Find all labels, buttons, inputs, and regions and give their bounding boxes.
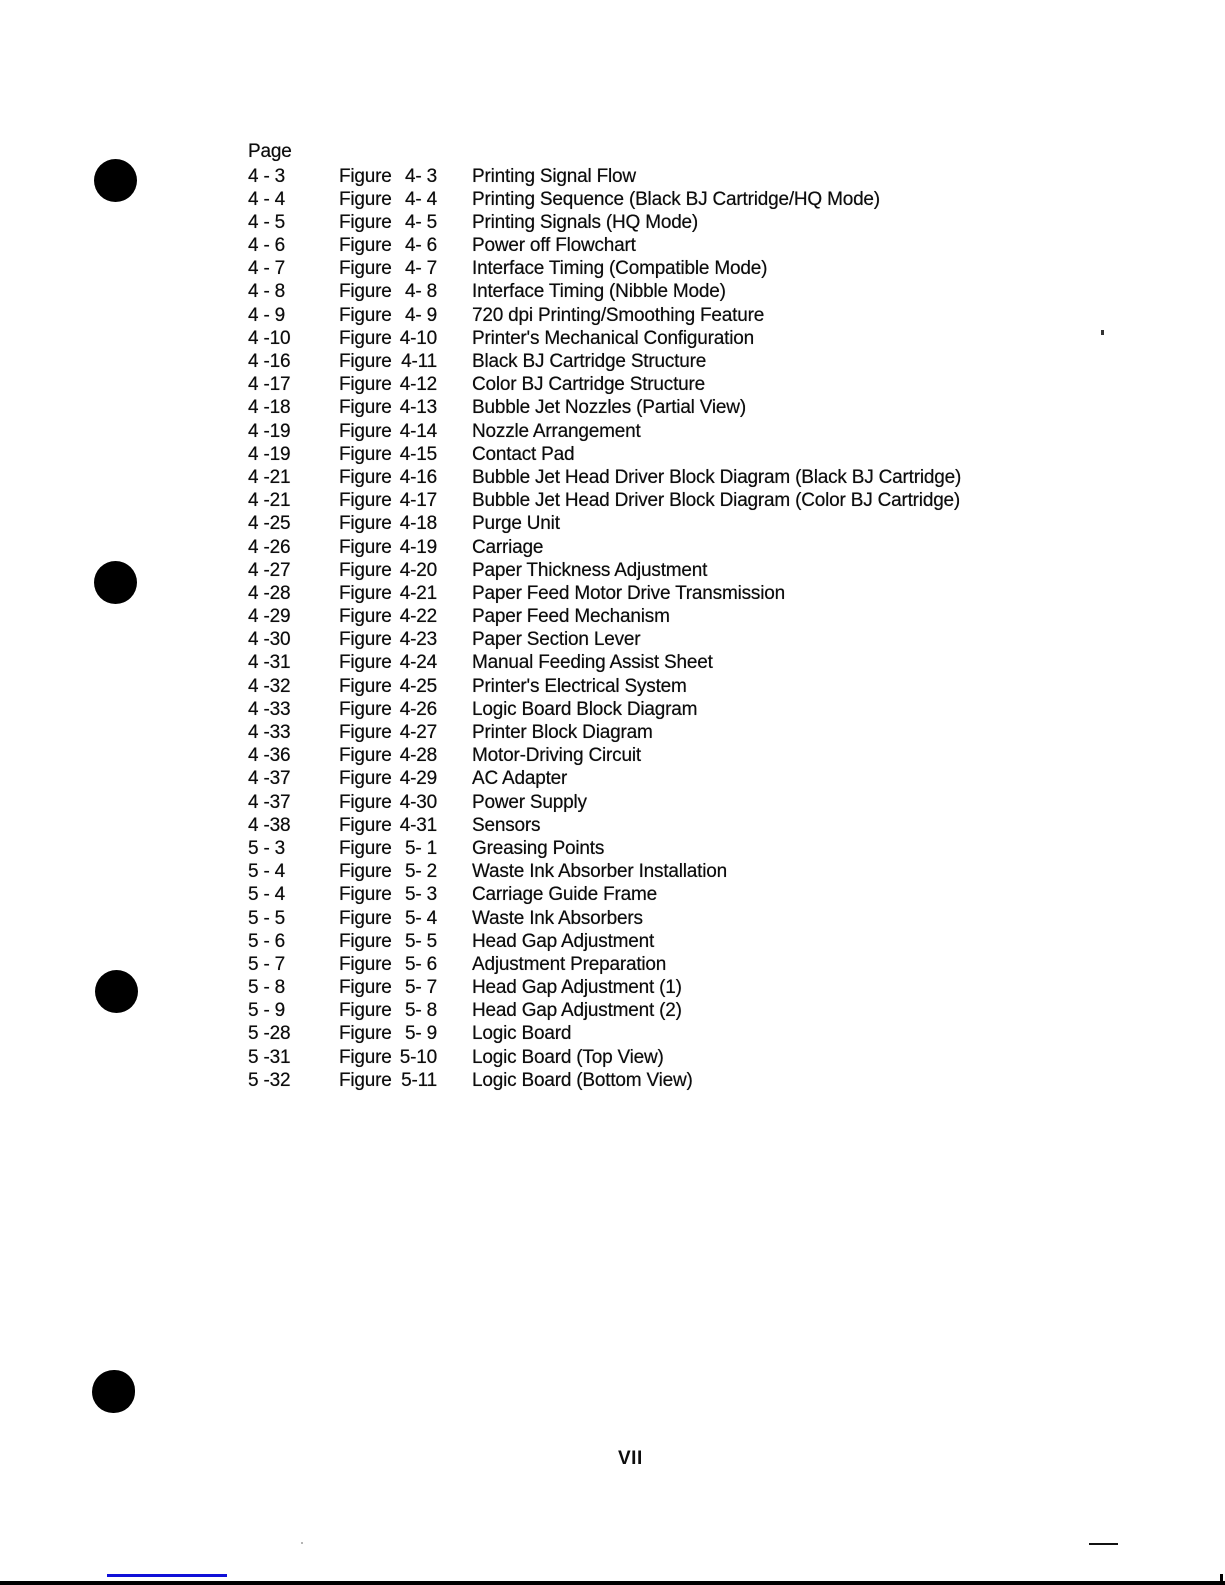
figure-word: Figure <box>339 466 392 488</box>
figure-title: Black BJ Cartridge Structure <box>472 351 707 372</box>
figure-list-row <box>0 582 1225 605</box>
figure-number: 4- 3 <box>405 165 437 187</box>
figure-title: Paper Feed Motor Drive Transmission <box>472 582 785 604</box>
page-ref: 4 -36 <box>248 745 291 767</box>
figure-title: Motor-Driving Circuit <box>472 745 641 767</box>
figure-list-row <box>0 304 1225 327</box>
figure-number: 4-28 <box>399 745 437 767</box>
figure-number: 4-20 <box>399 559 437 581</box>
figure-number: 4-19 <box>399 536 437 558</box>
figure-word: Figure <box>339 1000 392 1022</box>
figure-word: Figure <box>339 791 392 813</box>
figure-list-row <box>0 257 1225 280</box>
page-ref: 4 -17 <box>248 374 291 396</box>
figure-list-row <box>0 234 1225 257</box>
figure-list-row <box>0 188 1225 211</box>
page-ref: 4 - 9 <box>248 304 286 326</box>
figure-word: Figure <box>339 327 392 349</box>
figure-title: Logic Board <box>472 1023 572 1045</box>
page-ref: 4 -32 <box>248 675 291 697</box>
figure-number: 5-11 <box>401 1069 437 1091</box>
figure-title: 720 dpi Printing/Smoothing Feature <box>472 304 765 326</box>
figure-list-row <box>0 211 1225 234</box>
figure-title: Paper Feed Mechanism <box>472 606 670 628</box>
figure-number: 5- 4 <box>405 907 437 929</box>
figure-word: Figure <box>339 722 392 743</box>
figure-number: 4-16 <box>399 466 437 488</box>
figure-list-row <box>0 675 1225 698</box>
figure-list-row <box>0 280 1225 303</box>
figure-title: Logic Board (Top View) <box>472 1046 664 1068</box>
figure-number: 5- 7 <box>405 977 437 999</box>
figure-list-row <box>0 744 1225 767</box>
figure-list-row <box>0 628 1225 651</box>
figure-word: Figure <box>339 582 392 604</box>
figure-word: Figure <box>339 629 392 651</box>
figure-word: Figure <box>339 953 392 975</box>
figure-list-row <box>0 512 1225 535</box>
page-number-footer: VII <box>618 1448 643 1469</box>
figure-word: Figure <box>339 281 392 303</box>
figure-number: 4- 6 <box>405 235 437 257</box>
figure-list-row <box>0 767 1225 790</box>
figure-number: 4- 9 <box>405 304 437 326</box>
figure-title: Carriage Guide Frame <box>472 884 658 906</box>
figure-list-row <box>0 350 1225 373</box>
page-ref: 5 - 7 <box>248 953 286 975</box>
page-ref: 5 -32 <box>248 1069 291 1091</box>
page-ref: 4 - 5 <box>248 211 286 233</box>
figure-title: Greasing Points <box>472 837 605 859</box>
figure-title: Printer's Mechanical Configuration <box>472 327 754 349</box>
figure-title: Carriage <box>472 536 544 558</box>
figure-number: 4-17 <box>399 490 437 512</box>
figure-list-row <box>0 791 1225 814</box>
page-ref: 4 - 4 <box>248 188 286 210</box>
page-ref: 4 - 8 <box>248 281 286 303</box>
figure-list-row <box>0 1046 1225 1069</box>
page-ref: 4 -37 <box>248 768 291 790</box>
page-ref: 5 -31 <box>248 1046 291 1068</box>
figure-title: Bubble Jet Head Driver Block Diagram (Black BJ Cartridge) <box>472 466 962 488</box>
figure-list-row <box>0 1069 1225 1092</box>
figure-title: Printing Signal Flow <box>472 165 636 187</box>
page-ref: 4 -38 <box>248 814 291 836</box>
figure-title: Paper Thickness Adjustment <box>472 559 708 581</box>
figure-title: Printing Signals (HQ Mode) <box>472 211 699 233</box>
figure-title: Printer's Electrical System <box>472 675 687 697</box>
figure-number: 4-26 <box>399 698 437 720</box>
page-ref: 5 - 4 <box>248 884 286 906</box>
figure-list-row <box>0 489 1225 512</box>
figure-list-row <box>0 536 1225 559</box>
page-ref: 4 -16 <box>248 351 291 372</box>
figure-word: Figure <box>339 443 392 465</box>
figure-number: 4- 5 <box>405 211 437 233</box>
page-ref: 5 - 4 <box>248 861 286 883</box>
page-ref: 4 -33 <box>248 722 291 743</box>
figure-title: Contact Pad <box>472 443 575 465</box>
figure-list-row <box>0 883 1225 906</box>
page-ref: 4 -19 <box>248 443 291 465</box>
figure-title: Logic Board Block Diagram <box>472 698 698 720</box>
figure-list-row <box>0 930 1225 953</box>
figure-number: 5- 3 <box>405 884 437 906</box>
figure-list-row <box>0 698 1225 721</box>
figure-list-row <box>0 443 1225 466</box>
scan-speck <box>1101 330 1104 335</box>
figure-number: 4-12 <box>399 374 437 396</box>
figure-list-row <box>0 976 1225 999</box>
figure-list-row <box>0 721 1225 744</box>
figure-word: Figure <box>339 768 392 790</box>
figure-list-row <box>0 953 1225 976</box>
figure-word: Figure <box>339 165 392 187</box>
page-ref: 5 - 8 <box>248 977 286 999</box>
figure-number: 4-10 <box>399 327 437 349</box>
page-ref: 5 - 9 <box>248 1000 286 1022</box>
figure-word: Figure <box>339 304 392 326</box>
page-column-header: Page <box>248 141 292 162</box>
figure-number: 4-15 <box>399 443 437 465</box>
page-ref: 4 -33 <box>248 698 291 720</box>
figure-number: 4-24 <box>399 652 437 674</box>
figure-title: Waste Ink Absorber Installation <box>472 861 728 883</box>
figure-title: Bubble Jet Nozzles (Partial View) <box>472 397 746 419</box>
figure-number: 4-14 <box>399 420 437 442</box>
figure-number: 5- 6 <box>405 953 437 975</box>
figure-number: 4- 4 <box>405 188 437 210</box>
figure-word: Figure <box>339 930 392 952</box>
figure-title: Color BJ Cartridge Structure <box>472 374 706 396</box>
figure-number: 4-23 <box>399 629 437 651</box>
figure-list-row <box>0 165 1225 188</box>
figure-number: 5- 9 <box>405 1023 437 1045</box>
figure-word: Figure <box>339 1069 392 1091</box>
figure-word: Figure <box>339 258 392 280</box>
figure-number: 4-21 <box>399 582 437 604</box>
figure-number: 4-18 <box>399 513 437 535</box>
figure-list-row <box>0 999 1225 1022</box>
scan-dash-mark <box>1089 1543 1118 1545</box>
figure-word: Figure <box>339 536 392 558</box>
figure-title: Head Gap Adjustment (2) <box>472 1000 682 1022</box>
figure-title: AC Adapter <box>472 768 568 790</box>
figure-number: 4-27 <box>399 722 437 743</box>
figure-word: Figure <box>339 606 392 628</box>
figure-title: Paper Section Lever <box>472 629 641 651</box>
figure-title: Purge Unit <box>472 513 560 535</box>
figure-number: 5- 2 <box>405 861 437 883</box>
figure-title: Power Supply <box>472 791 587 813</box>
figure-word: Figure <box>339 861 392 883</box>
figure-word: Figure <box>339 745 392 767</box>
page-ref: 4 -18 <box>248 397 291 419</box>
figure-word: Figure <box>339 420 392 442</box>
figure-word: Figure <box>339 675 392 697</box>
figure-title: Logic Board (Bottom View) <box>472 1069 693 1091</box>
page-ref: 4 -27 <box>248 559 291 581</box>
figure-title: Printing Sequence (Black BJ Cartridge/HQ Mode) <box>472 188 880 210</box>
scan-edge-tick <box>1220 1574 1223 1582</box>
page-ref: 4 -30 <box>248 629 291 651</box>
figure-list-row <box>0 396 1225 419</box>
figure-word: Figure <box>339 814 392 836</box>
figure-number: 4- 7 <box>405 258 437 280</box>
figure-word: Figure <box>339 884 392 906</box>
figure-word: Figure <box>339 837 392 859</box>
figure-number: 5-10 <box>399 1046 437 1068</box>
page-ref: 4 -19 <box>248 420 291 442</box>
figure-list-row <box>0 420 1225 443</box>
figure-list-row <box>0 837 1225 860</box>
figure-word: Figure <box>339 652 392 674</box>
figure-title: Interface Timing (Compatible Mode) <box>472 258 768 280</box>
figure-number: 4-31 <box>399 814 437 836</box>
figure-number: 4-30 <box>399 791 437 813</box>
page-ref: 4 -10 <box>248 327 291 349</box>
figure-title: Waste Ink Absorbers <box>472 907 643 929</box>
figure-title: Printer Block Diagram <box>472 722 653 743</box>
figure-word: Figure <box>339 374 392 396</box>
figure-title: Nozzle Arrangement <box>472 420 641 442</box>
figure-word: Figure <box>339 351 392 372</box>
figure-list-row <box>0 373 1225 396</box>
figure-list-row <box>0 814 1225 837</box>
page-ref: 4 -28 <box>248 582 291 604</box>
figure-number: 4-11 <box>401 351 437 372</box>
figure-list-row <box>0 559 1225 582</box>
figure-title: Sensors <box>472 814 541 836</box>
page-ref: 4 - 3 <box>248 165 286 187</box>
figure-number: 4-13 <box>399 397 437 419</box>
figure-title: Adjustment Preparation <box>472 953 667 975</box>
figure-word: Figure <box>339 907 392 929</box>
page-ref: 4 -29 <box>248 606 291 628</box>
figure-number: 5- 8 <box>405 1000 437 1022</box>
figure-word: Figure <box>339 211 392 233</box>
figure-list-row <box>0 651 1225 674</box>
figure-list-row <box>0 860 1225 883</box>
figure-word: Figure <box>339 1046 392 1068</box>
figure-word: Figure <box>339 559 392 581</box>
figure-title: Power off Flowchart <box>472 235 636 257</box>
figure-title: Bubble Jet Head Driver Block Diagram (Color BJ Cartridge) <box>472 490 961 512</box>
figure-word: Figure <box>339 397 392 419</box>
page-ref: 4 -31 <box>248 652 291 674</box>
binding-hole-dot <box>92 1370 135 1413</box>
figure-word: Figure <box>339 490 392 512</box>
figure-list-row <box>0 907 1225 930</box>
figure-title: Head Gap Adjustment (1) <box>472 977 682 999</box>
list-of-figures <box>0 165 1225 1093</box>
figure-word: Figure <box>339 1023 392 1045</box>
figure-list-row <box>0 1022 1225 1045</box>
scan-edge-bar <box>0 1581 1225 1585</box>
figure-word: Figure <box>339 698 392 720</box>
figure-title: Head Gap Adjustment <box>472 930 655 952</box>
figure-title: Manual Feeding Assist Sheet <box>472 652 713 674</box>
figure-number: 4-29 <box>399 768 437 790</box>
page-ref: 4 -37 <box>248 791 291 813</box>
page-ref: 5 - 5 <box>248 907 286 929</box>
figure-word: Figure <box>339 977 392 999</box>
figure-word: Figure <box>339 513 392 535</box>
figure-list-row <box>0 327 1225 350</box>
figure-number: 5- 5 <box>405 930 437 952</box>
page-ref: 4 -21 <box>248 490 291 512</box>
page-ref: 5 -28 <box>248 1023 291 1045</box>
figure-title: Interface Timing (Nibble Mode) <box>472 281 726 303</box>
page-ref: 4 -25 <box>248 513 291 535</box>
figure-number: 4-25 <box>399 675 437 697</box>
figure-number: 4- 8 <box>405 281 437 303</box>
page-ref: 4 -26 <box>248 536 291 558</box>
page-ref: 4 - 6 <box>248 235 286 257</box>
figure-number: 4-22 <box>399 606 437 628</box>
page-ref: 4 -21 <box>248 466 291 488</box>
page-ref: 5 - 3 <box>248 837 286 859</box>
scan-blue-line <box>107 1574 227 1577</box>
page-ref: 4 - 7 <box>248 258 286 280</box>
figure-list-row <box>0 466 1225 489</box>
figure-number: 5- 1 <box>405 837 437 859</box>
figure-word: Figure <box>339 235 392 257</box>
page-ref: 5 - 6 <box>248 930 286 952</box>
figure-list-row <box>0 605 1225 628</box>
scan-speck <box>301 1542 303 1544</box>
figure-word: Figure <box>339 188 392 210</box>
